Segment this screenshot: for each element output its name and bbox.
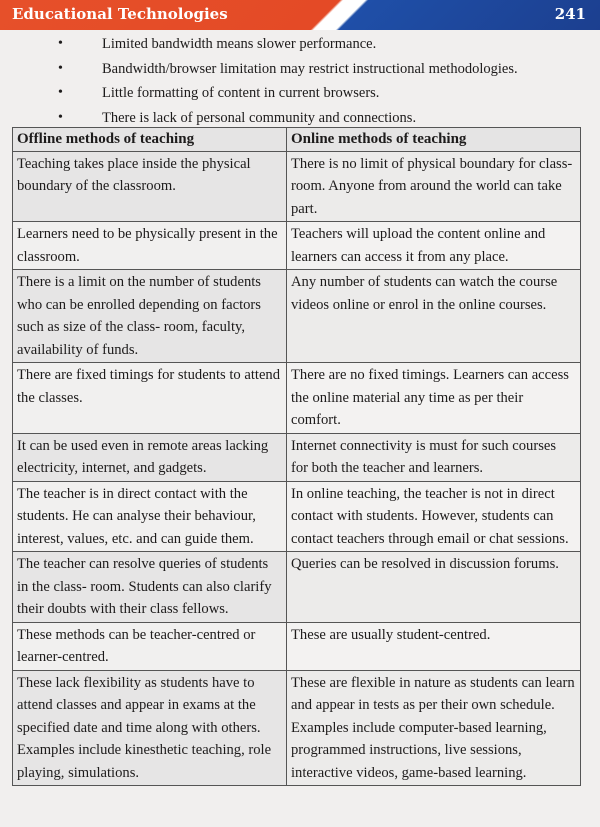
offline-cell: These methods can be teacher-centred or learner-centred. <box>13 622 287 670</box>
page-number: 241 <box>554 5 586 23</box>
online-cell: Any number of students can watch the course videos online or enrol in the online courses. <box>287 270 581 363</box>
bullet-icon: • <box>58 109 63 125</box>
table-row <box>13 270 581 363</box>
table-row <box>13 222 581 270</box>
table-row <box>13 481 581 552</box>
bullet-text: There is lack of personal community and connections. <box>102 109 417 126</box>
online-cell: Internet connectivity is must for such courses for both the teacher and learners. <box>287 433 581 481</box>
online-cell: Queries can be resolved in discussion forums. <box>287 552 581 623</box>
bullet-icon: • <box>58 36 63 51</box>
online-cell: In online teaching, the teacher is not in direct contact with students. However, students can contact teachers through email or chat sessions. <box>287 481 581 552</box>
header-offline: Offline methods of teaching <box>13 128 287 152</box>
page-header <box>0 0 600 30</box>
offline-cell: It can be used even in remote areas lacking electricity, internet, and gadgets. <box>13 433 287 481</box>
comparison-table <box>12 127 581 786</box>
online-cell: There is no limit of physical boundary for class-room. Anyone from around the world can take part. <box>287 151 581 222</box>
offline-cell: Learners need to be physically present in the classroom. <box>13 222 287 270</box>
bullet-text: Little formatting of content in current browsers. <box>102 85 380 101</box>
bullet-item <box>58 57 578 82</box>
running-title: Educational Technologies <box>12 5 228 23</box>
offline-cell: Teaching takes place inside the physical boundary of the classroom. <box>13 151 287 222</box>
bullet-list <box>58 32 578 130</box>
table-row <box>13 433 581 481</box>
table-header-row <box>13 128 581 152</box>
table-row <box>13 622 581 670</box>
bullet-item <box>58 81 578 106</box>
online-cell: These are usually student-centred. <box>287 622 581 670</box>
bullet-icon: • <box>58 85 63 100</box>
offline-cell: The teacher is in direct contact with the students. He can analyse their behaviour, interest, values, etc. and can guide them. <box>13 481 287 552</box>
header-online: Online methods of teaching <box>287 128 581 152</box>
table-row <box>13 552 581 623</box>
table-row <box>13 151 581 222</box>
bullet-item <box>58 32 578 57</box>
online-cell: Teachers will upload the content online and learners can access it from any place. <box>287 222 581 270</box>
online-cell: There are no fixed timings. Learners can access the online material any time as per their comfort. <box>287 363 581 434</box>
offline-cell: The teacher can resolve queries of students in the class- room. Students can also clarify their doubts with their class fellows. <box>13 552 287 623</box>
online-cell: These are flexible in nature as students can learn and appear in tests as per their own schedule. Examples include computer-based learning, programmed instructions, live sessions, interactive videos, game-based learning. <box>287 670 581 786</box>
offline-cell: These lack flexibility as students have to attend classes and appear in exams at the specified date and time along with others. Examples include kinesthetic teaching, role playing, simulations. <box>13 670 287 786</box>
bullet-text: Bandwidth/browser limitation may restrict instructional methodologies. <box>102 60 518 77</box>
offline-cell: There is a limit on the number of students who can be enrolled depending on factors such as size of the class- room, faculty, availability of funds. <box>13 270 287 363</box>
table-row <box>13 363 581 434</box>
table-row <box>13 670 581 786</box>
offline-cell: There are fixed timings for students to attend the classes. <box>13 363 287 434</box>
bullet-text: Limited bandwidth means slower performance. <box>102 36 377 52</box>
bullet-icon: • <box>58 60 63 76</box>
